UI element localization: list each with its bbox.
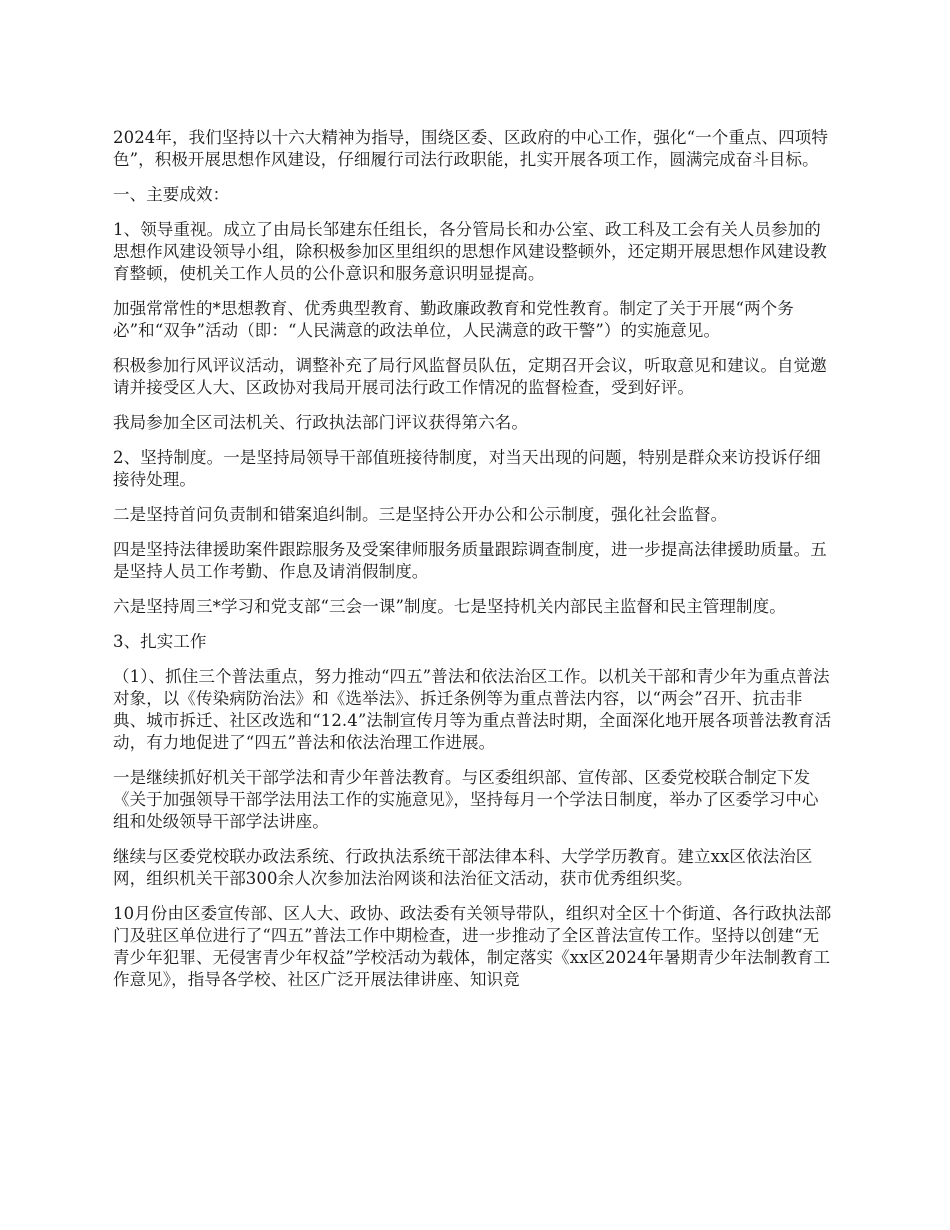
section-heading-work: 3、扎实工作	[113, 632, 207, 651]
paragraph-cadre-study: 一是继续抓好机关干部学法和青少年普法教育。与区委组织部、宣传部、区委党校联合制定下发《关于加强领导干部学法用法工作的实施意见》，坚持每月一个学法日制度，举办了区委学习中心组和处级领导干部学法讲座。	[113, 768, 819, 831]
paragraph-intro: 2024年，我们坚持以十六大精神为指导，围绕区委、区政府的中心工作，强化“一个重点、四项特色”，积极开展思想作风建设，仔细履行司法行政职能，扎实开展各项工作，圆满完成奋斗目标。	[113, 128, 828, 169]
paragraph-evaluation: 积极参加行风评议活动，调整补充了局行风监督员队伍，定期召开会议，听取意见和建议。自觉邀请并接受区人大、区政协对我局开展司法行政工作情况的监督检查，受到好评。	[113, 356, 827, 397]
paragraph-law-popularization: （1）、抓住三个普法重点，努力推动“四五”普法和依法治区工作。以机关干部和青少年为重点普法对象，以《传染病防治法》和《选举法》、拆迁条例等为重点普法内容，以“两会”召开、抗击非典、城市拆迁、社区改选和“12.4”法制宣传月等为重点普法时期，全面深化地开展各项普法教育活动，有力地促进了“四五”普法和依法治理工作进展。	[113, 667, 832, 752]
section-heading-main-results: 一、主要成效：	[113, 185, 230, 204]
paragraph-ranking: 我局参加全区司法机关、行政执法部门评议获得第六名。	[113, 413, 528, 432]
paragraph-inspection: 10月份由区委宣传部、区人大、政协、政法委有关领导带队，组织对全区十个街道、各行政执法部门及驻区单位进行了“四五”普法工作中期检查，进一步推动了全区普法宣传工作。坚持以创建“无青少年犯罪、无侵害青少年权益”学校活动为载体，制定落实《xx区2024年暑期青少年法制教育工作意见》，指导各学校、社区广泛开展法律讲座、知识竞	[113, 904, 832, 989]
document-body	[113, 127, 833, 1004]
paragraph-system-4: 六是坚持周三*学习和党支部“三会一课”制度。七是坚持机关内部民主监督和民主管理制度。	[113, 597, 786, 616]
paragraph-system-3: 四是坚持法律援助案件跟踪服务及受案律师服务质量跟踪调查制度，进一步提高法律援助质量。五是坚持人员工作考勤、作息及请消假制度。	[113, 540, 827, 581]
paragraph-party-school: 继续与区委党校联办政法系统、行政执法系统干部法律本科、大学学历教育。建立xx区依法治区网，组织机关干部300余人次参加法治网谈和法治征文活动，获市优秀组织奖。	[113, 847, 813, 888]
paragraph-system-1: 2、坚持制度。一是坚持局领导干部值班接待制度，对当天出现的问题，特别是群众来访投诉仔细接待处理。	[113, 448, 821, 489]
paragraph-leadership: 1、领导重视。成立了由局长邹建东任组长，各分管局长和办公室、政工科及工会有关人员参加的思想作风建设领导小组，除积极参加区里组织的思想作风建设整顿外，还定期开展思想作风建设教育整顿，使机关工作人员的公仆意识和服务意识明显提高。	[113, 220, 827, 283]
paragraph-system-2: 二是坚持首问负责制和错案追纠制。三是坚持公开办公和公示制度，强化社会监督。	[113, 505, 728, 524]
paragraph-education: 加强常常性的*思想教育、优秀典型教育、勤政廉政教育和党性教育。制定了关于开展“两个务必”和“双争”活动（即：“人民满意的政法单位，人民满意的政干警”）的实施意见。	[113, 299, 794, 340]
